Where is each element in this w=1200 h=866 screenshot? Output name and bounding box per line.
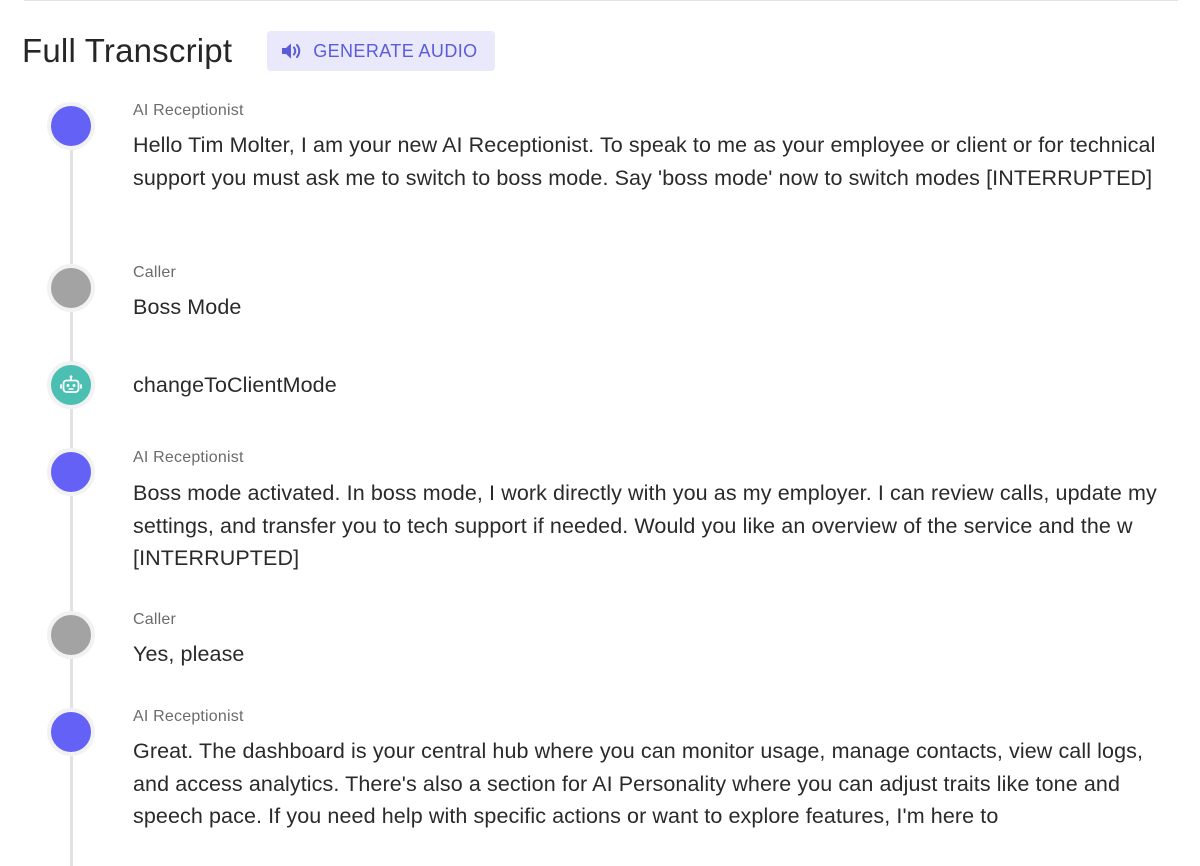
ai-avatar	[47, 448, 95, 496]
speaker-label: Caller	[133, 611, 176, 628]
message-text: Great. The dashboard is your central hub where you can monitor usage, manage contacts, view call logs, and access analytics. There's also a section for AI Personality where you can adjust traits like tone and speech pace. If you need help with specific actions or want to explore features, I'm here to	[133, 739, 1144, 829]
ai-avatar	[47, 102, 95, 150]
ai-avatar	[47, 708, 95, 756]
tool-call-text: changeToClientMode	[133, 373, 337, 397]
caller-avatar	[47, 611, 95, 659]
generate-audio-label: GENERATE AUDIO	[313, 40, 478, 61]
message-text: Yes, please	[133, 642, 245, 666]
tool-avatar	[47, 361, 95, 409]
speaker-label: AI Receptionist	[133, 449, 244, 466]
robot-icon	[60, 375, 82, 395]
caller-avatar	[47, 264, 95, 312]
message-text: Boss mode activated. In boss mode, I work directly with you as my employer. I can review calls, update my settings, and transfer you to tech support if needed. Would you like an overview of the service and the w [INTERRUPTED]	[133, 481, 1157, 571]
page-title: Full Transcript	[22, 32, 233, 69]
message-text: Hello Tim Molter, I am your new AI Receptionist. To speak to me as your employee or client or for technical support you must ask me to switch to boss mode. Say 'boss mode' now to switch modes [INTERRUPTED]	[133, 133, 1156, 190]
speaker-label: AI Receptionist	[133, 102, 244, 119]
message-text: Boss Mode	[133, 295, 242, 319]
speaker-label: AI Receptionist	[133, 708, 244, 725]
speaker-label: Caller	[133, 264, 176, 281]
